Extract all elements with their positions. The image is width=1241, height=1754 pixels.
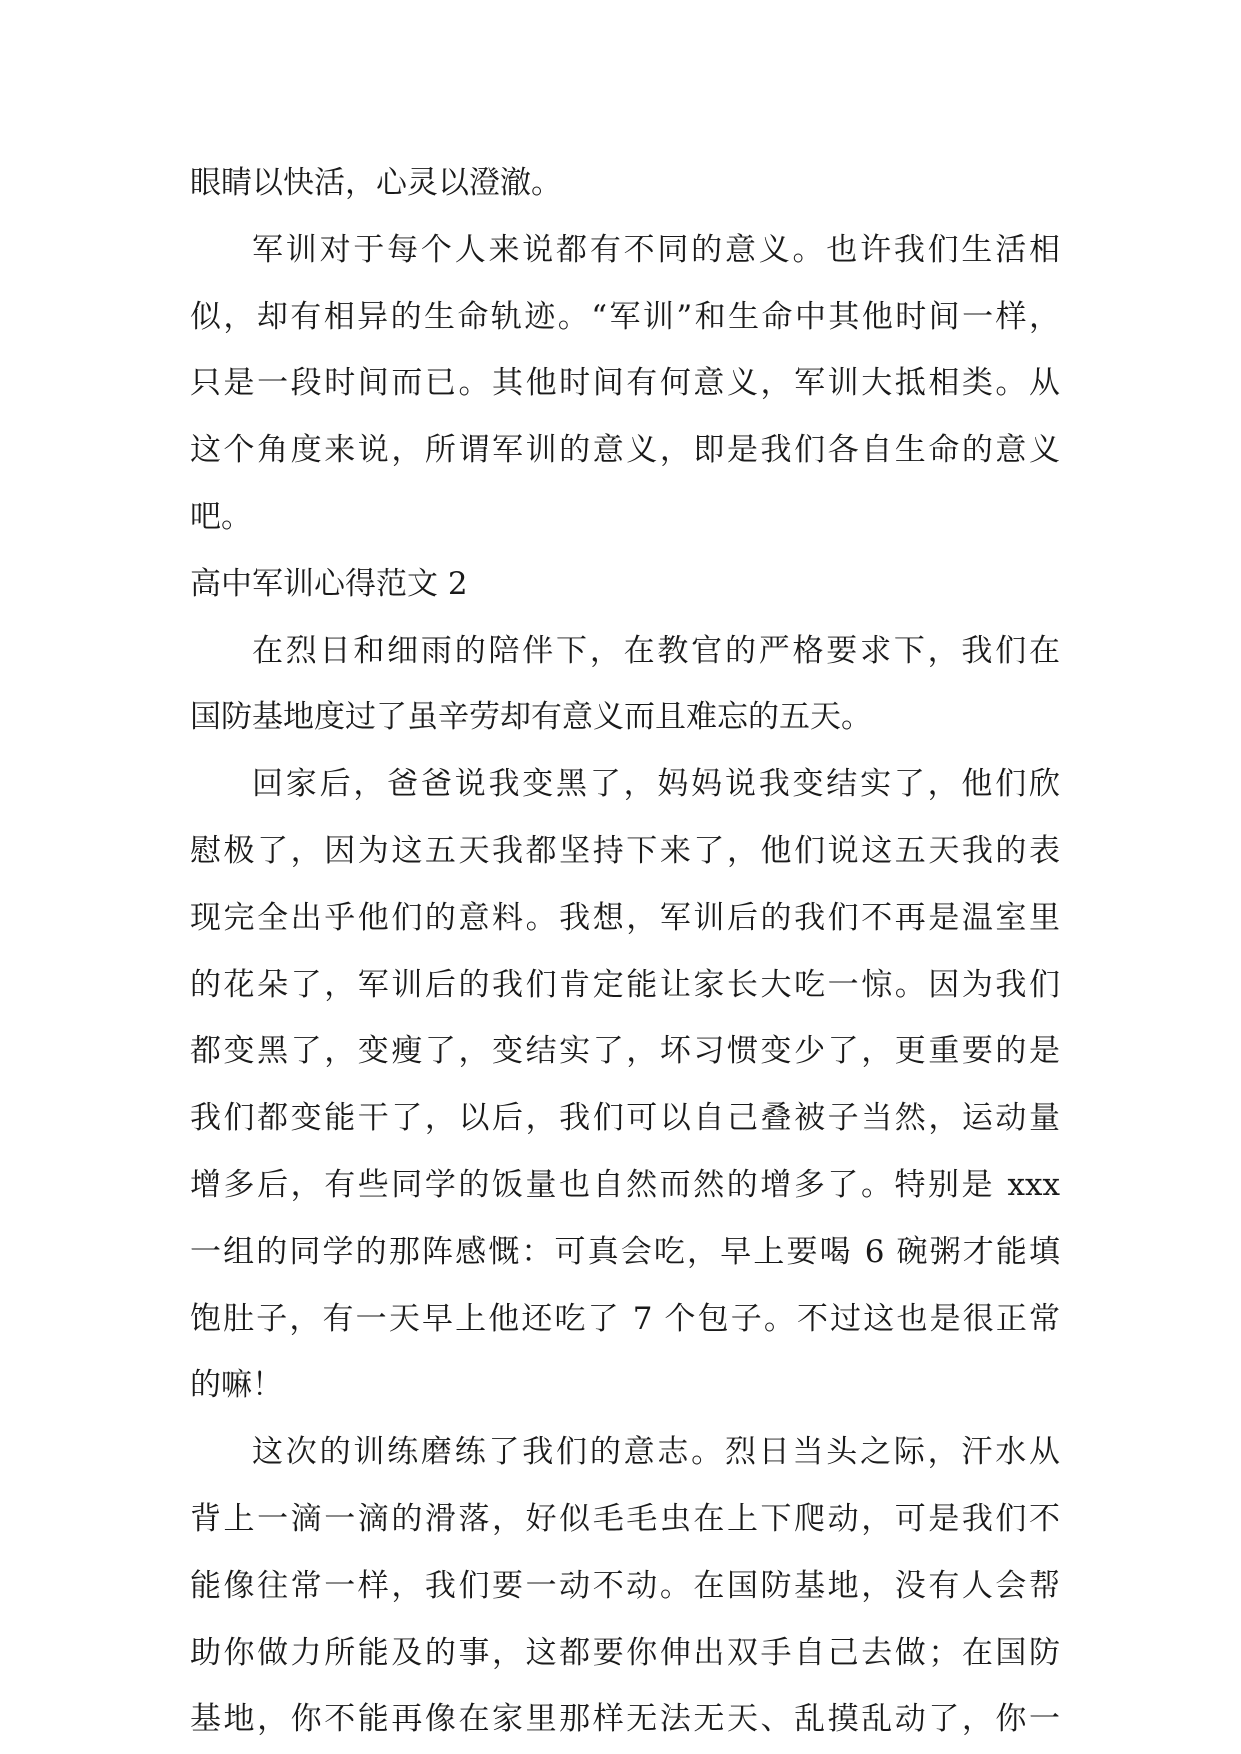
text-line: 现完全出乎他们的意料。我想，军训后的我们不再是温室里	[190, 899, 1060, 936]
text-line: 这个角度来说，所谓军训的意义，即是我们各自生命的意义	[190, 432, 1060, 469]
paragraph-first-line: 这次的训练磨练了我们的意志。烈日当头之际，汗水从	[252, 1434, 1060, 1471]
text-line: 能像往常一样，我们要一动不动。在国防基地，没有人会帮	[190, 1567, 1060, 1604]
document-body	[190, 150, 1060, 1753]
text-line: 饱肚子，有一天早上他还吃了 7 个包子。不过这也是很正常	[190, 1300, 1060, 1337]
text-line: 都变黑了，变瘦了，变结实了，坏习惯变少了，更重要的是	[190, 1033, 1060, 1070]
paragraph-first-line: 在烈日和细雨的陪伴下，在教官的严格要求下，我们在	[252, 632, 1060, 669]
text-line: 似，却有相异的生命轨迹。“军训”和生命中其他时间一样，	[190, 298, 1060, 335]
paragraph-first-line: 军训对于每个人来说都有不同的意义。也许我们生活相	[252, 231, 1060, 268]
text-line: 基地，你不能再像在家里那样无法无天、乱摸乱动了，你一	[190, 1701, 1060, 1738]
text-line: 助你做力所能及的事，这都要你伸出双手自己去做；在国防	[190, 1634, 1060, 1671]
text-line: 的嘛！	[190, 1367, 283, 1404]
text-line: 背上一滴一滴的滑落，好似毛毛虫在上下爬动，可是我们不	[190, 1500, 1060, 1537]
text-line: 眼睛以快活，心灵以澄澈。	[190, 165, 562, 201]
text-line: 国防基地度过了虽辛劳却有意义而且难忘的五天。	[190, 699, 872, 736]
text-line: 我们都变能干了，以后，我们可以自己叠被子当然，运动量	[190, 1100, 1060, 1137]
text-line: 慰极了，因为这五天我都坚持下来了，他们说这五天我的表	[190, 832, 1060, 869]
text-line: 一组的同学的那阵感慨：可真会吃，早上要喝 6 碗粥才能填	[190, 1233, 1060, 1270]
text-line: 只是一段时间而已。其他时间有何意义，军训大抵相类。从	[190, 365, 1060, 402]
section-heading: 高中军训心得范文 2	[190, 565, 468, 602]
text-line: 增多后，有些同学的饭量也自然而然的增多了。特别是 xxx	[190, 1166, 1060, 1203]
text-line: 的花朵了，军训后的我们肯定能让家长大吃一惊。因为我们	[190, 966, 1060, 1003]
paragraph-first-line: 回家后，爸爸说我变黑了，妈妈说我变结实了，他们欣	[252, 766, 1060, 803]
text-line: 吧。	[190, 498, 252, 535]
